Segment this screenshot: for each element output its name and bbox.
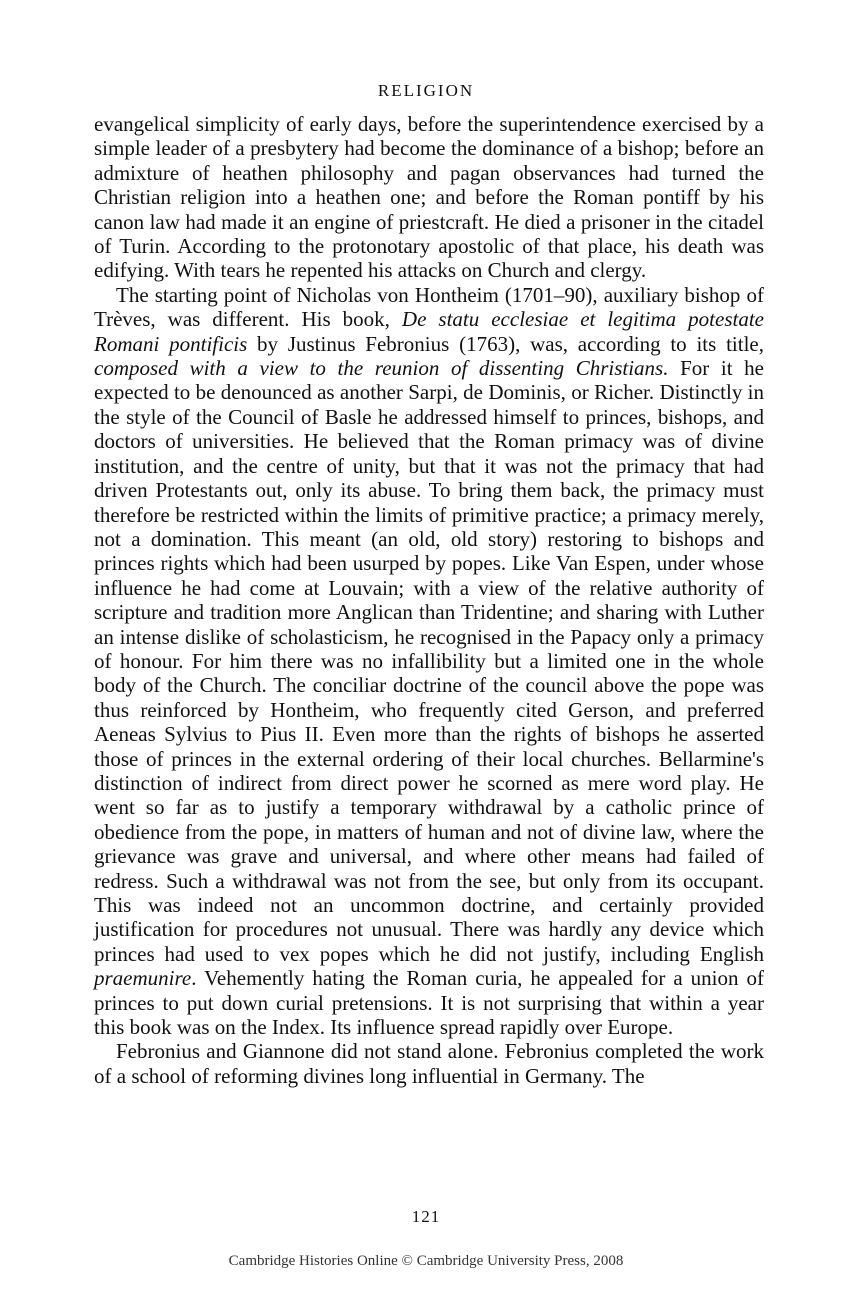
paragraph-3 — [94, 1039, 764, 1088]
body-text — [94, 112, 764, 1088]
paragraph-2 — [94, 283, 764, 1040]
running-head: RELIGION — [377, 81, 475, 100]
paragraph-2-text-a: The starting point of Nicholas von Hontheim (1701–90), auxiliary bishop of Trèves, was different. His book, — [94, 282, 764, 332]
copyright-footer: Cambridge Histories Online © Cambridge University Press, 2008 — [228, 1253, 624, 1269]
paragraph-3-text: Febronius and Giannone did not stand alone. Febronius completed the work of a school of reforming divines long influential in Germany. The — [94, 1039, 764, 1088]
paragraph-2-text-b: by Justinus Febronius (1763), was, according to its title, — [247, 331, 764, 356]
paragraph-2-text-c: For it he expected to be denounced as another Sarpi, de Dominis, or Richer. Distinctly in the style of the Council of Basle he addressed himself to princes, bishops, and doctors of universities. He believed that the Roman primacy was of divine institution, and the centre of unity, but that it was not the primacy that had driven Protestants out, only its abuse. To bring them back, the primacy must therefore be restricted within the limits of primitive practice; a primacy merely, not a domination. This meant (an old, old story) restoring to bishops and princes rights which had been usurped by popes. Like Van Espen, under whose influence he had come at Louvain; with a view of the relative authority of scripture and tradition more Anglican than Tridentine; and sharing with Luther an intense dislike of scholasticism, he recognised in the Papacy only a primacy of honour. For him there was no infallibility but a limited one in the whole body of the Church. The conciliar doctrine of the council above the pope was thus reinforced by Hontheim, who frequently cited Gerson, and preferred Aeneas Sylvius to Pius II. Even more than the rights of bishops he asserted those of princes in the external ordering of their local churches. Bellarmine's distinction of indirect from direct power he scorned as mere word play. He went so far as to justify a temporary withdrawal by a catholic prince of obedience from the pope, in matters of human and not of divine law, where the grievance was grave and universal, and where other means had failed of redress. Such a withdrawal was not from the see, but only from its occupant. This was indeed not an uncommon doctrine, and certainly provided justification for procedures not unusual. There was hardly any device which princes had used to vex popes which he did not justify, including English — [94, 356, 764, 966]
paragraph-1 — [94, 112, 764, 283]
page-number: 121 — [411, 1207, 441, 1226]
praemunire-italic: praemunire — [94, 966, 192, 991]
book-subtitle-italic: composed with a view to the reunion of dissenting Christians. — [94, 356, 669, 381]
paragraph-1-text: evangelical simplicity of early days, before the superintendence exercised by a simple leader of a presbytery had become the dominance of a bishop; before an admixture of heathen philosophy and pagan observances had turned the Christian religion into a heathen one; and before the Roman pontiff by his canon law had made it an engine of priestcraft. He died a prisoner in the citadel of Turin. According to the protonotary apostolic of that place, his death was edifying. With tears he repented his attacks on Church and clergy. — [94, 112, 764, 283]
paragraph-2-text-d: . Vehemently hating the Roman curia, he appealed for a union of princes to put down curial pretensions. It is not surprising that within a year this book was on the Index. Its influence spread rapidly over Europe. — [94, 966, 764, 1040]
book-title-italic: De statu ecclesiae et legitima potestate Romani pontificis — [94, 307, 764, 356]
